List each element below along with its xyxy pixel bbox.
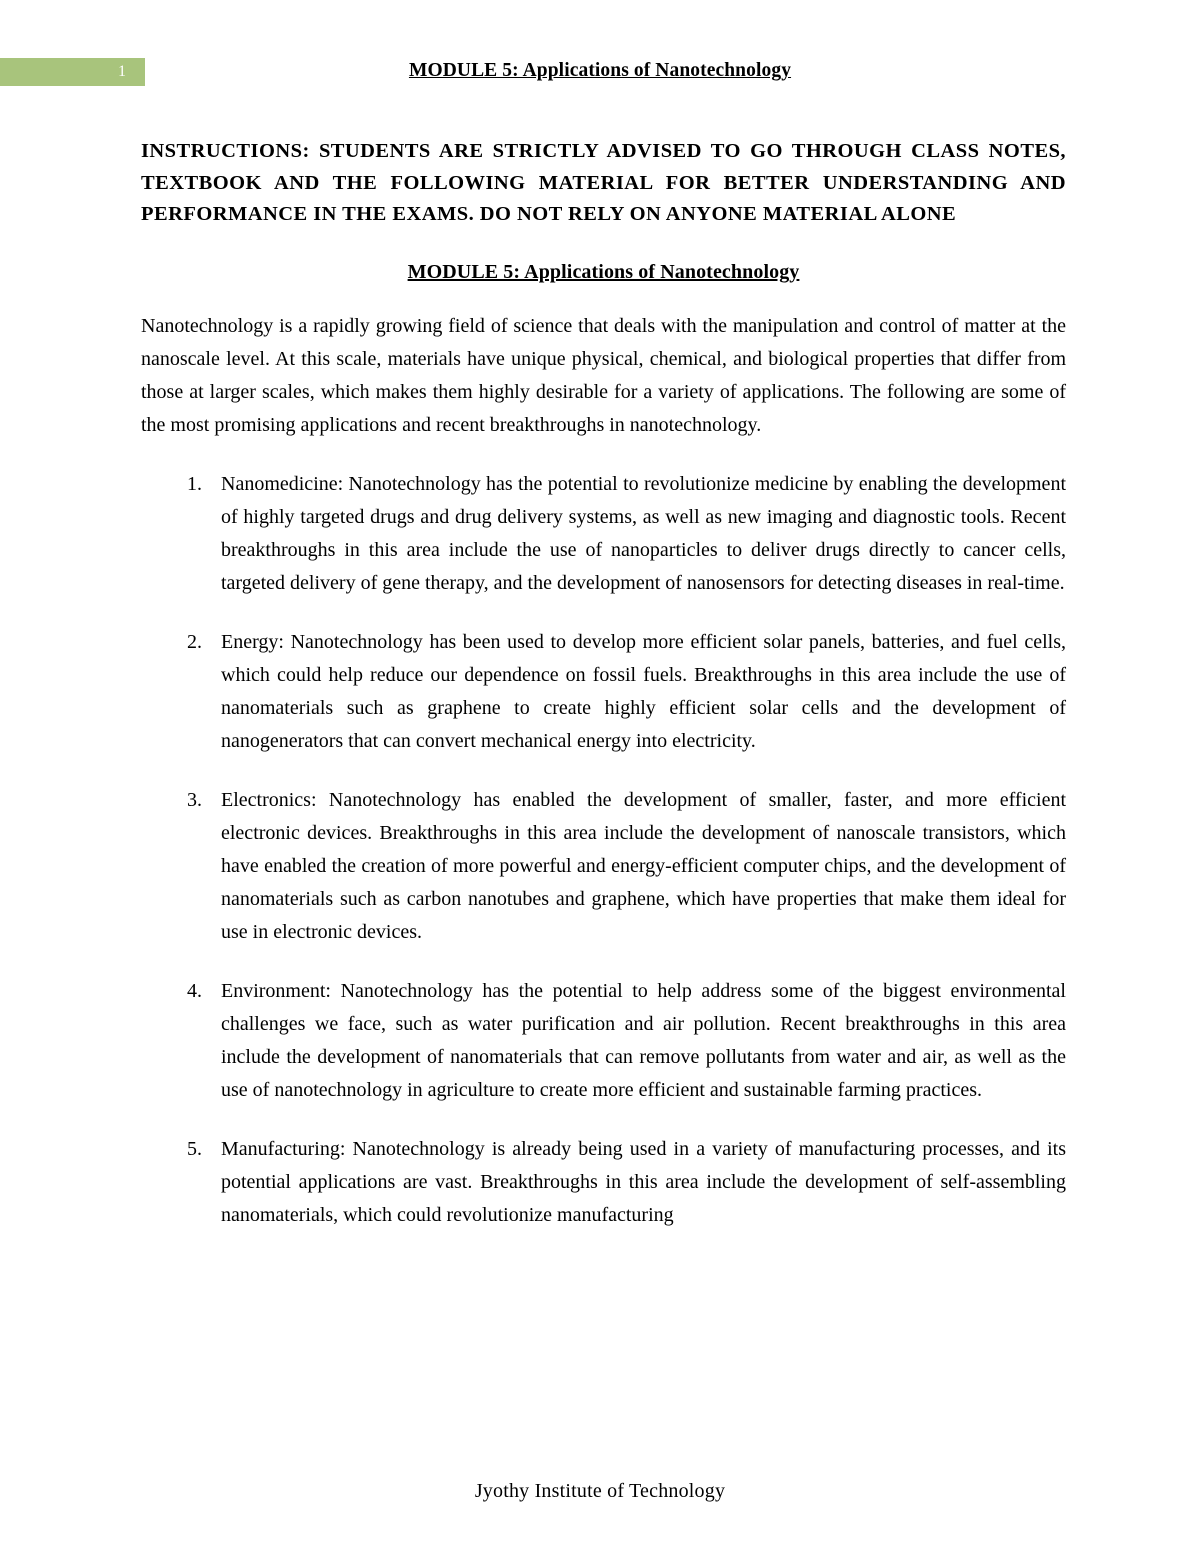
list-item: 5. Manufacturing: Nanotechnology is already being used in a variety of manufacturing processes, and its potential applications are vast. Breakthroughs in this area include the development of self-assembling nanomaterials, which could revolutionize manufacturing — [207, 1133, 1066, 1232]
applications-list — [141, 468, 1066, 1232]
page-header — [0, 58, 1200, 86]
intro-paragraph: Nanotechnology is a rapidly growing field of science that deals with the manipulation and control of matter at the nanoscale level. At this scale, materials have unique physical, chemical, and biological properties that differ from those at larger scales, which makes them highly desirable for a variety of applications. The following are some of the most promising applications and recent breakthroughs in nanotechnology. — [141, 314, 1066, 436]
header-title: MODULE 5: Applications of Nanotechnology — [408, 60, 792, 81]
document-body — [141, 136, 1066, 1258]
list-item: 2. Energy: Nanotechnology has been used to develop more efficient solar panels, batteries, and fuel cells, which could help reduce our dependence on fossil fuels. Breakthroughs in this area include the use of nanomaterials such as graphene to create highly efficient solar cells and the development of nanogenerators that can convert mechanical energy into electricity. — [207, 626, 1066, 758]
page-number: 1 — [118, 63, 126, 80]
page-footer: Jyothy Institute of Technology — [474, 1480, 726, 1502]
instructions-paragraph: INSTRUCTIONS: STUDENTS ARE STRICTLY ADVISED TO GO THROUGH CLASS NOTES, TEXTBOOK AND THE FOLLOWING MATERIAL FOR BETTER UNDERSTANDING AND PERFORMANCE IN THE EXAMS. DO NOT RELY ON ANYONE MATERIAL ALONE — [141, 140, 1066, 225]
list-item: 1. Nanomedicine: Nanotechnology has the potential to revolutionize medicine by enabling the development of highly targeted drugs and drug delivery systems, as well as new imaging and diagnostic tools. Recent breakthroughs in this area include the use of nanoparticles to deliver drugs directly to cancer cells, targeted delivery of gene therapy, and the development of nanosensors for detecting diseases in real-time. — [207, 468, 1066, 600]
list-item: 4. Environment: Nanotechnology has the potential to help address some of the biggest environmental challenges we face, such as water purification and air pollution. Recent breakthroughs in this area include the development of nanomaterials that can remove pollutants from water and air, as well as the use of nanotechnology in agriculture to create more efficient and sustainable farming practices. — [207, 975, 1066, 1107]
section-title: MODULE 5: Applications of Nanotechnology — [407, 260, 800, 283]
list-item: 3. Electronics: Nanotechnology has enabled the development of smaller, faster, and more efficient electronic devices. Breakthroughs in this area include the development of nanoscale transistors, which have enabled the creation of more powerful and energy-efficient computer chips, and the development of nanomaterials such as carbon nanotubes and graphene, which have properties that make them ideal for use in electronic devices. — [207, 784, 1066, 949]
